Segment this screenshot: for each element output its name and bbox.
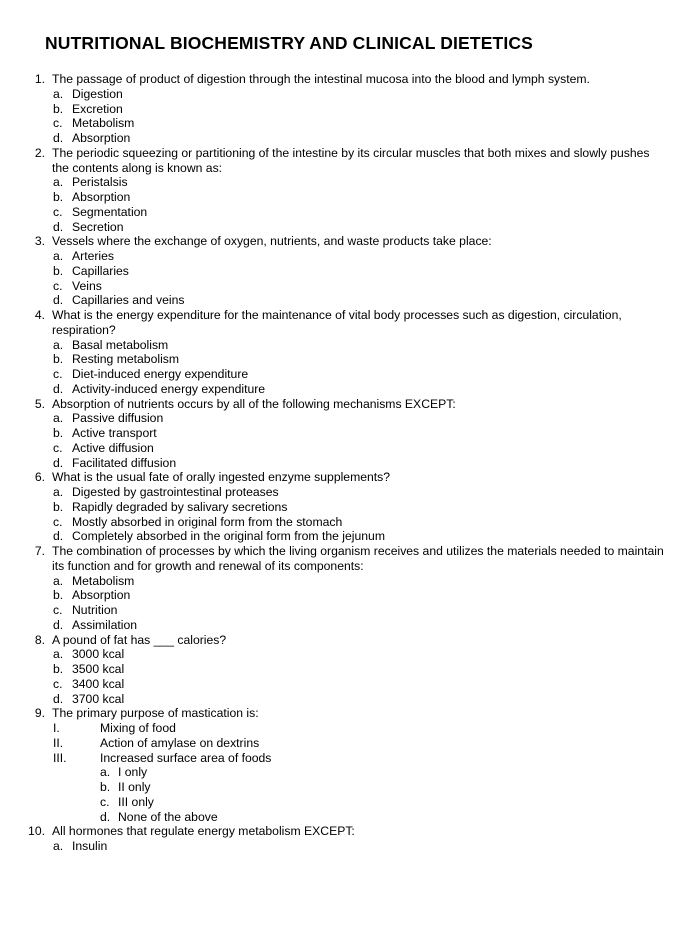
roman-text: Mixing of food — [100, 721, 176, 735]
answer-option[interactable] — [0, 426, 698, 441]
option-text: Completely absorbed in the original form from the jejunum — [72, 529, 385, 544]
question-item — [0, 234, 698, 308]
answer-option[interactable] — [0, 102, 698, 117]
option-text: II only — [118, 780, 151, 794]
answer-option-list — [0, 839, 698, 854]
page-title: NUTRITIONAL BIOCHEMISTRY AND CLINICAL DIETETICS — [45, 33, 533, 53]
answer-option[interactable] — [0, 175, 698, 190]
answer-option-list — [0, 175, 698, 234]
answer-option[interactable] — [0, 264, 698, 279]
option-marker: b. — [100, 780, 111, 794]
question-text: The combination of processes by which the living organism receives and utilizes the materials needed to maintain its function and for growth and renewal of its components: — [52, 544, 664, 573]
option-marker: b. — [53, 352, 64, 367]
question-number: 3. — [34, 234, 45, 249]
question-item — [0, 544, 698, 633]
option-text: III only — [118, 794, 154, 809]
question-row — [0, 72, 698, 87]
option-marker: a. — [53, 249, 64, 263]
roman-statement-list — [0, 721, 698, 765]
question-number: 8. — [34, 632, 45, 647]
question-list — [0, 53, 698, 854]
answer-option[interactable] — [0, 810, 698, 825]
option-marker: d. — [53, 219, 64, 234]
option-marker: d. — [53, 131, 64, 145]
roman-marker: I. — [53, 721, 60, 735]
answer-option[interactable] — [0, 515, 698, 530]
question-number: 9. — [34, 706, 45, 721]
question-text: What is the usual fate of orally ingested enzyme supplements? — [52, 470, 391, 485]
option-text: I only — [118, 765, 148, 780]
option-text: None of the above — [118, 809, 218, 824]
option-text: Metabolism — [72, 116, 135, 131]
answer-option[interactable] — [0, 367, 698, 382]
option-marker: a. — [100, 765, 111, 780]
option-text: Metabolism — [72, 573, 135, 588]
question-row — [0, 308, 698, 338]
answer-option[interactable] — [0, 500, 698, 515]
answer-option[interactable] — [0, 382, 698, 397]
option-marker: a. — [53, 573, 64, 588]
option-text: Nutrition — [72, 603, 118, 617]
answer-option-list — [0, 249, 698, 308]
option-marker: a. — [53, 175, 64, 190]
option-text: Activity-induced energy expenditure — [72, 381, 266, 396]
option-marker: b. — [53, 588, 64, 603]
answer-option[interactable] — [0, 677, 698, 692]
option-text: Absorption — [72, 190, 131, 204]
question-item — [0, 146, 698, 235]
roman-statement — [0, 721, 698, 736]
option-text: Capillaries — [72, 263, 129, 278]
option-text: Rapidly degraded by salivary secretions — [72, 499, 288, 514]
option-marker: a. — [53, 86, 64, 101]
option-marker: b. — [53, 190, 64, 204]
option-marker: d. — [53, 381, 64, 396]
option-marker: a. — [53, 411, 64, 426]
option-text: Digestion — [72, 86, 123, 101]
option-marker: c. — [53, 367, 63, 381]
answer-option[interactable] — [0, 220, 698, 235]
option-marker: c. — [100, 794, 110, 809]
option-text: Passive diffusion — [72, 411, 164, 426]
question-item — [0, 633, 698, 707]
option-text: Mostly absorbed in original form from the stomach — [72, 514, 343, 529]
option-marker: d. — [100, 809, 111, 824]
option-marker: c. — [53, 278, 63, 293]
roman-marker: II. — [53, 735, 64, 750]
option-text: Veins — [72, 278, 102, 293]
option-marker: c. — [53, 603, 63, 617]
option-text: Secretion — [72, 219, 124, 234]
answer-option[interactable] — [0, 131, 698, 146]
roman-text: Action of amylase on dextrins — [100, 735, 260, 750]
question-text: The passage of product of digestion through the intestinal mucosa into the blood and lymph system. — [52, 72, 590, 86]
answer-option[interactable] — [0, 249, 698, 264]
answer-option[interactable] — [0, 441, 698, 456]
roman-text: Increased surface area of foods — [100, 750, 272, 765]
answer-option[interactable] — [0, 647, 698, 662]
question-number: 7. — [34, 544, 45, 558]
option-text: Peristalsis — [72, 175, 128, 190]
option-marker: a. — [53, 839, 64, 853]
option-marker: c. — [53, 440, 63, 455]
question-item — [0, 470, 698, 544]
option-text: Resting metabolism — [72, 352, 180, 367]
question-number: 2. — [34, 145, 45, 160]
answer-option[interactable] — [0, 456, 698, 471]
roman-statement — [0, 751, 698, 766]
option-text: Assimilation — [72, 617, 138, 632]
answer-option-list — [0, 485, 698, 544]
answer-option[interactable] — [0, 205, 698, 220]
answer-option[interactable] — [0, 839, 698, 854]
option-marker: b. — [53, 499, 64, 514]
question-text: A pound of fat has ___ calories? — [52, 632, 227, 647]
answer-option-list — [0, 411, 698, 470]
answer-option[interactable] — [0, 116, 698, 131]
answer-option[interactable] — [0, 603, 698, 618]
option-text: Absorption — [72, 131, 131, 145]
option-marker: b. — [53, 426, 64, 440]
question-row — [0, 633, 698, 648]
option-marker: a. — [53, 647, 64, 662]
answer-option[interactable] — [0, 795, 698, 810]
answer-option[interactable] — [0, 352, 698, 367]
answer-option[interactable] — [0, 87, 698, 102]
answer-option-list — [0, 647, 698, 706]
question-row — [0, 470, 698, 485]
question-item — [0, 397, 698, 471]
question-text: The primary purpose of mastication is: — [52, 706, 259, 721]
question-row — [0, 146, 698, 176]
answer-option-list — [0, 574, 698, 633]
question-number: 1. — [34, 72, 45, 86]
roman-marker: III. — [53, 750, 67, 765]
option-text: 3500 kcal — [72, 662, 125, 676]
option-marker: c. — [53, 676, 63, 691]
question-text: What is the energy expenditure for the maintenance of vital body processes such as digestion, circulation, respiration? — [52, 308, 622, 337]
option-marker: d. — [53, 617, 64, 632]
question-row — [0, 544, 698, 574]
question-row — [0, 706, 698, 721]
option-marker: b. — [53, 263, 64, 278]
answer-option-list — [0, 87, 698, 146]
option-text: Excretion — [72, 101, 123, 116]
option-marker: d. — [53, 529, 64, 544]
option-marker: d. — [53, 691, 64, 706]
question-text: Vessels where the exchange of oxygen, nutrients, and waste products take place: — [52, 234, 492, 249]
question-item — [0, 706, 698, 824]
question-text: The periodic squeezing or partitioning of the intestine by its circular muscles that both mixes and slowly pushes the contents along is known as: — [52, 145, 650, 175]
option-marker: c. — [53, 116, 63, 131]
answer-option[interactable] — [0, 411, 698, 426]
question-item — [0, 824, 698, 854]
option-marker: b. — [53, 101, 64, 116]
question-row — [0, 824, 698, 839]
option-text: Absorption — [72, 588, 131, 603]
answer-option[interactable] — [0, 662, 698, 677]
answer-option[interactable] — [0, 574, 698, 589]
option-marker: b. — [53, 662, 64, 676]
option-marker: c. — [53, 204, 63, 219]
question-row — [0, 234, 698, 249]
answer-option[interactable] — [0, 529, 698, 544]
question-item — [0, 72, 698, 146]
option-marker: a. — [53, 337, 64, 352]
option-text: Digested by gastrointestinal proteases — [72, 485, 279, 499]
answer-option[interactable] — [0, 190, 698, 205]
answer-option-list — [0, 338, 698, 397]
question-item — [0, 308, 698, 397]
answer-option-list — [0, 765, 698, 824]
option-text: Active diffusion — [72, 440, 154, 455]
question-number: 5. — [34, 396, 45, 411]
option-marker: d. — [53, 455, 64, 470]
answer-option[interactable] — [0, 618, 698, 633]
option-text: Active transport — [72, 426, 157, 440]
option-marker: d. — [53, 293, 64, 308]
answer-option[interactable] — [0, 279, 698, 294]
option-text: Insulin — [72, 839, 108, 853]
question-text: All hormones that regulate energy metabolism EXCEPT: — [52, 824, 355, 839]
question-text: Absorption of nutrients occurs by all of the following mechanisms EXCEPT: — [52, 396, 456, 411]
answer-option[interactable] — [0, 588, 698, 603]
question-number: 10. — [28, 824, 45, 839]
option-text: Capillaries and veins — [72, 293, 185, 308]
option-text: 3400 kcal — [72, 676, 125, 691]
option-marker: c. — [53, 514, 63, 529]
question-number: 4. — [34, 308, 45, 322]
answer-option[interactable] — [0, 485, 698, 500]
option-text: 3000 kcal — [72, 647, 125, 662]
option-text: Segmentation — [72, 204, 148, 219]
answer-option[interactable] — [0, 765, 698, 780]
answer-option[interactable] — [0, 338, 698, 353]
question-row — [0, 397, 698, 412]
option-text: Diet-induced energy expenditure — [72, 367, 249, 381]
option-text: 3700 kcal — [72, 691, 125, 706]
answer-option[interactable] — [0, 692, 698, 707]
roman-statement — [0, 736, 698, 751]
question-number: 6. — [34, 470, 45, 485]
option-text: Facilitated diffusion — [72, 455, 177, 470]
option-text: Basal metabolism — [72, 337, 169, 352]
option-text: Arteries — [72, 249, 114, 263]
option-marker: a. — [53, 485, 64, 499]
answer-option[interactable] — [0, 293, 698, 308]
answer-option[interactable] — [0, 780, 698, 795]
